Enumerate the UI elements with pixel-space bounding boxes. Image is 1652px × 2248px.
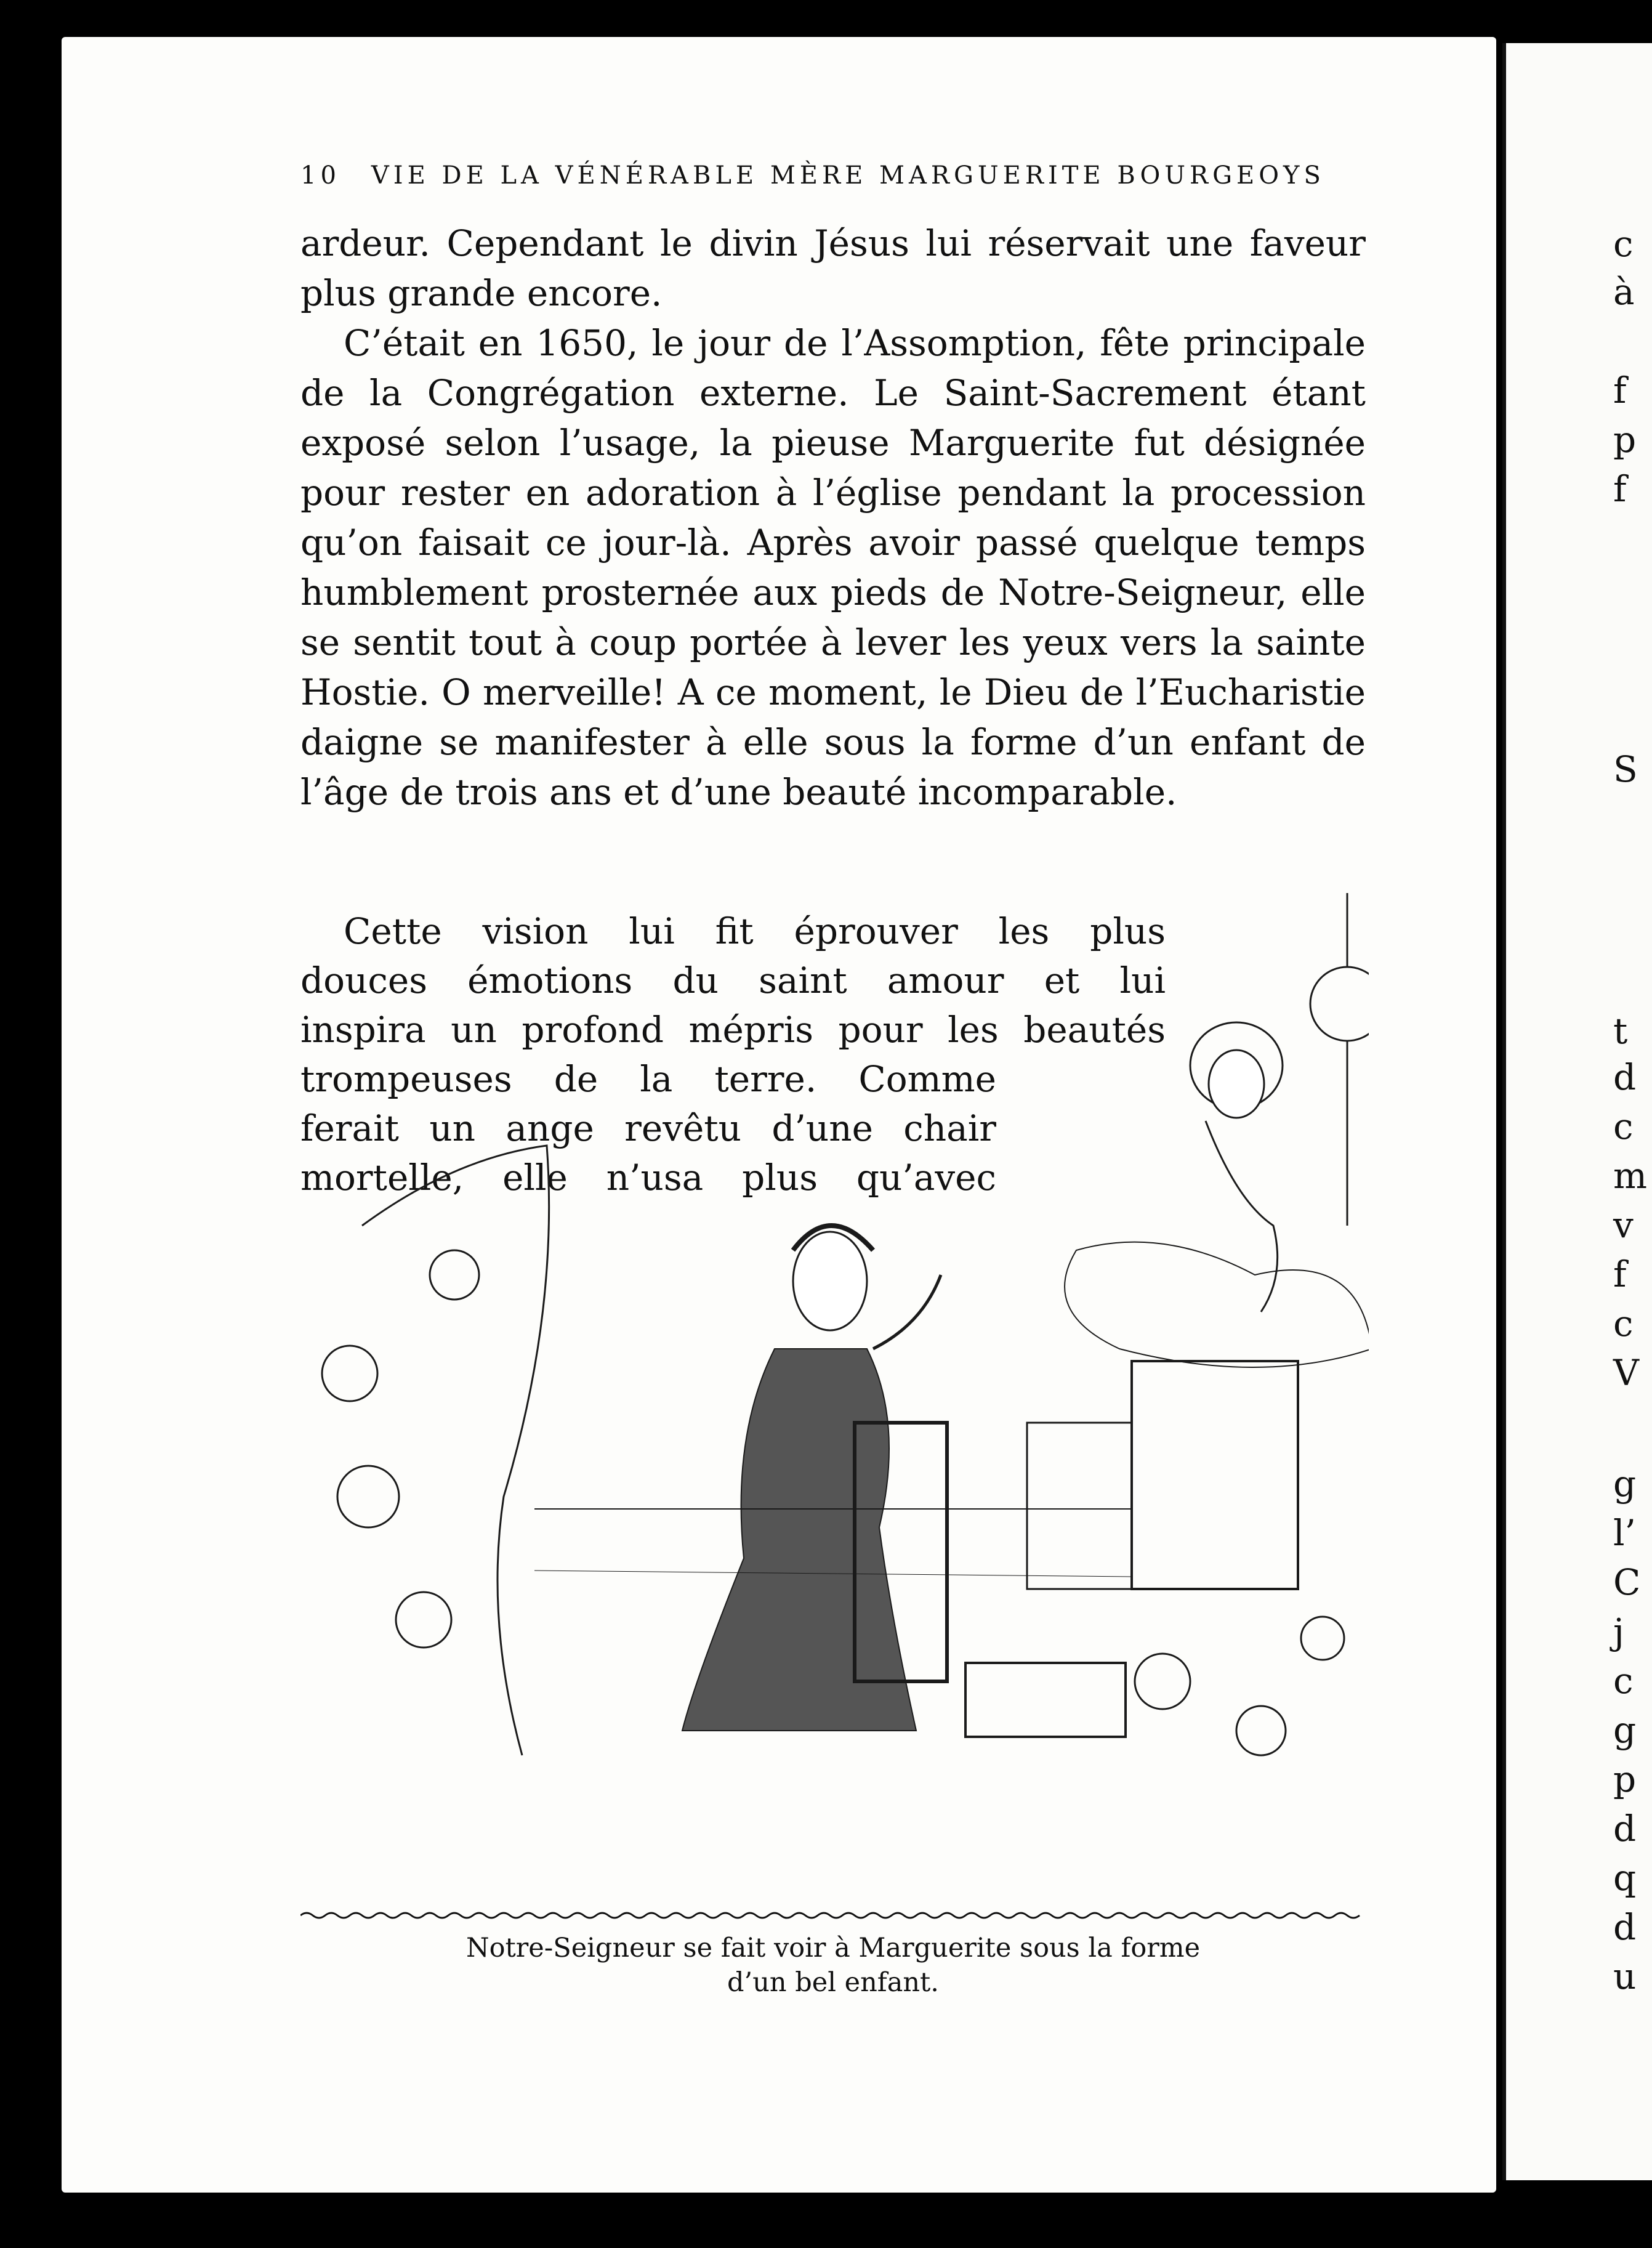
facing-letter: d xyxy=(1613,1906,1637,1948)
facing-letter: S xyxy=(1613,748,1638,790)
facing-letter: m xyxy=(1613,1155,1647,1197)
flower-icon xyxy=(1135,1654,1190,1709)
text-line: mortelle, elle n’usa plus qu’avec xyxy=(300,1157,996,1199)
flower-icon xyxy=(1301,1617,1344,1660)
facing-letter: f xyxy=(1613,1253,1627,1295)
wavy-rule xyxy=(300,1909,1366,1922)
flower-icon xyxy=(1236,1706,1286,1755)
text-line: douces émotions du saint amour et lui xyxy=(300,960,1166,1001)
caption-line: d’un bel enfant. xyxy=(727,1967,939,1998)
facing-letter: g xyxy=(1613,1463,1637,1505)
facing-letter: d xyxy=(1613,1808,1637,1850)
running-head xyxy=(300,161,1325,190)
engraving-illustration xyxy=(300,881,1369,1786)
running-title: VIE DE LA VÉNÉRABLE MÈRE MARGUERITE BOURGEOYS xyxy=(371,161,1325,190)
facing-letter: C xyxy=(1613,1561,1641,1603)
text-line: trompeuses de la terre. Comme xyxy=(300,1058,996,1100)
facing-letter: l’ xyxy=(1613,1512,1636,1554)
body-text xyxy=(300,219,1366,817)
flower-icon xyxy=(430,1250,479,1300)
monstrance-icon xyxy=(1310,967,1369,1041)
facing-letter: p xyxy=(1613,1758,1637,1800)
facing-letter: f xyxy=(1613,468,1627,510)
facing-letter: v xyxy=(1613,1204,1634,1246)
facing-letter: j xyxy=(1613,1611,1624,1652)
facing-letter: à xyxy=(1613,271,1635,313)
facing-letter: V xyxy=(1613,1352,1639,1394)
text-line: Cette vision lui fit éprouver les plus xyxy=(344,910,1166,952)
paragraph: C’était en 1650, le jour de l’Assomption, fête principale de la Congrégation externe. Le Saint-Sacrement étant exposé selon l’usage, la pieuse Marguerite fut désignée pour rester en adoration à l’église pendant la procession qu’on faisait ce jour-là. Après avoir passé quelque temps humblement prosternée aux pieds de Notre-Seigneur, elle se sentit tout à coup portée à lever les yeux vers la sainte Hostie. O merveille! A ce moment, le Dieu de l’Eucharistie daigne se manifester à elle sous la forme d’un enfant de l’âge de trois ans et d’une beauté incomparable. xyxy=(300,322,1366,813)
paragraph: ardeur. Cependant le divin Jésus lui réservait une faveur plus grande encore. xyxy=(300,222,1366,314)
text-line: ferait un ange revêtu d’une chair xyxy=(300,1107,996,1149)
illustration-caption xyxy=(300,1931,1366,2000)
facing-letter: t xyxy=(1613,1010,1628,1052)
flower-icon xyxy=(337,1466,399,1527)
facing-letter: c xyxy=(1613,1106,1634,1147)
facing-letter: q xyxy=(1613,1857,1637,1899)
flower-icon xyxy=(396,1592,451,1648)
facing-letter: c xyxy=(1613,1660,1634,1702)
facing-letter: p xyxy=(1613,419,1637,461)
facing-letter: c xyxy=(1613,1303,1634,1344)
caption-line: Notre-Seigneur se fait voir à Marguerite sous la forme xyxy=(465,1933,1201,1963)
text-line: inspira un profond mépris pour les beautés xyxy=(300,1009,1166,1051)
woman-head xyxy=(793,1232,867,1330)
facing-letter: d xyxy=(1613,1056,1637,1098)
facing-letter: u xyxy=(1613,1955,1637,1997)
facing-letter: g xyxy=(1613,1709,1637,1751)
page-number: 10 xyxy=(300,161,340,190)
flower-icon xyxy=(322,1346,377,1401)
facing-letter: f xyxy=(1613,370,1627,411)
facing-letter: c xyxy=(1613,223,1634,265)
